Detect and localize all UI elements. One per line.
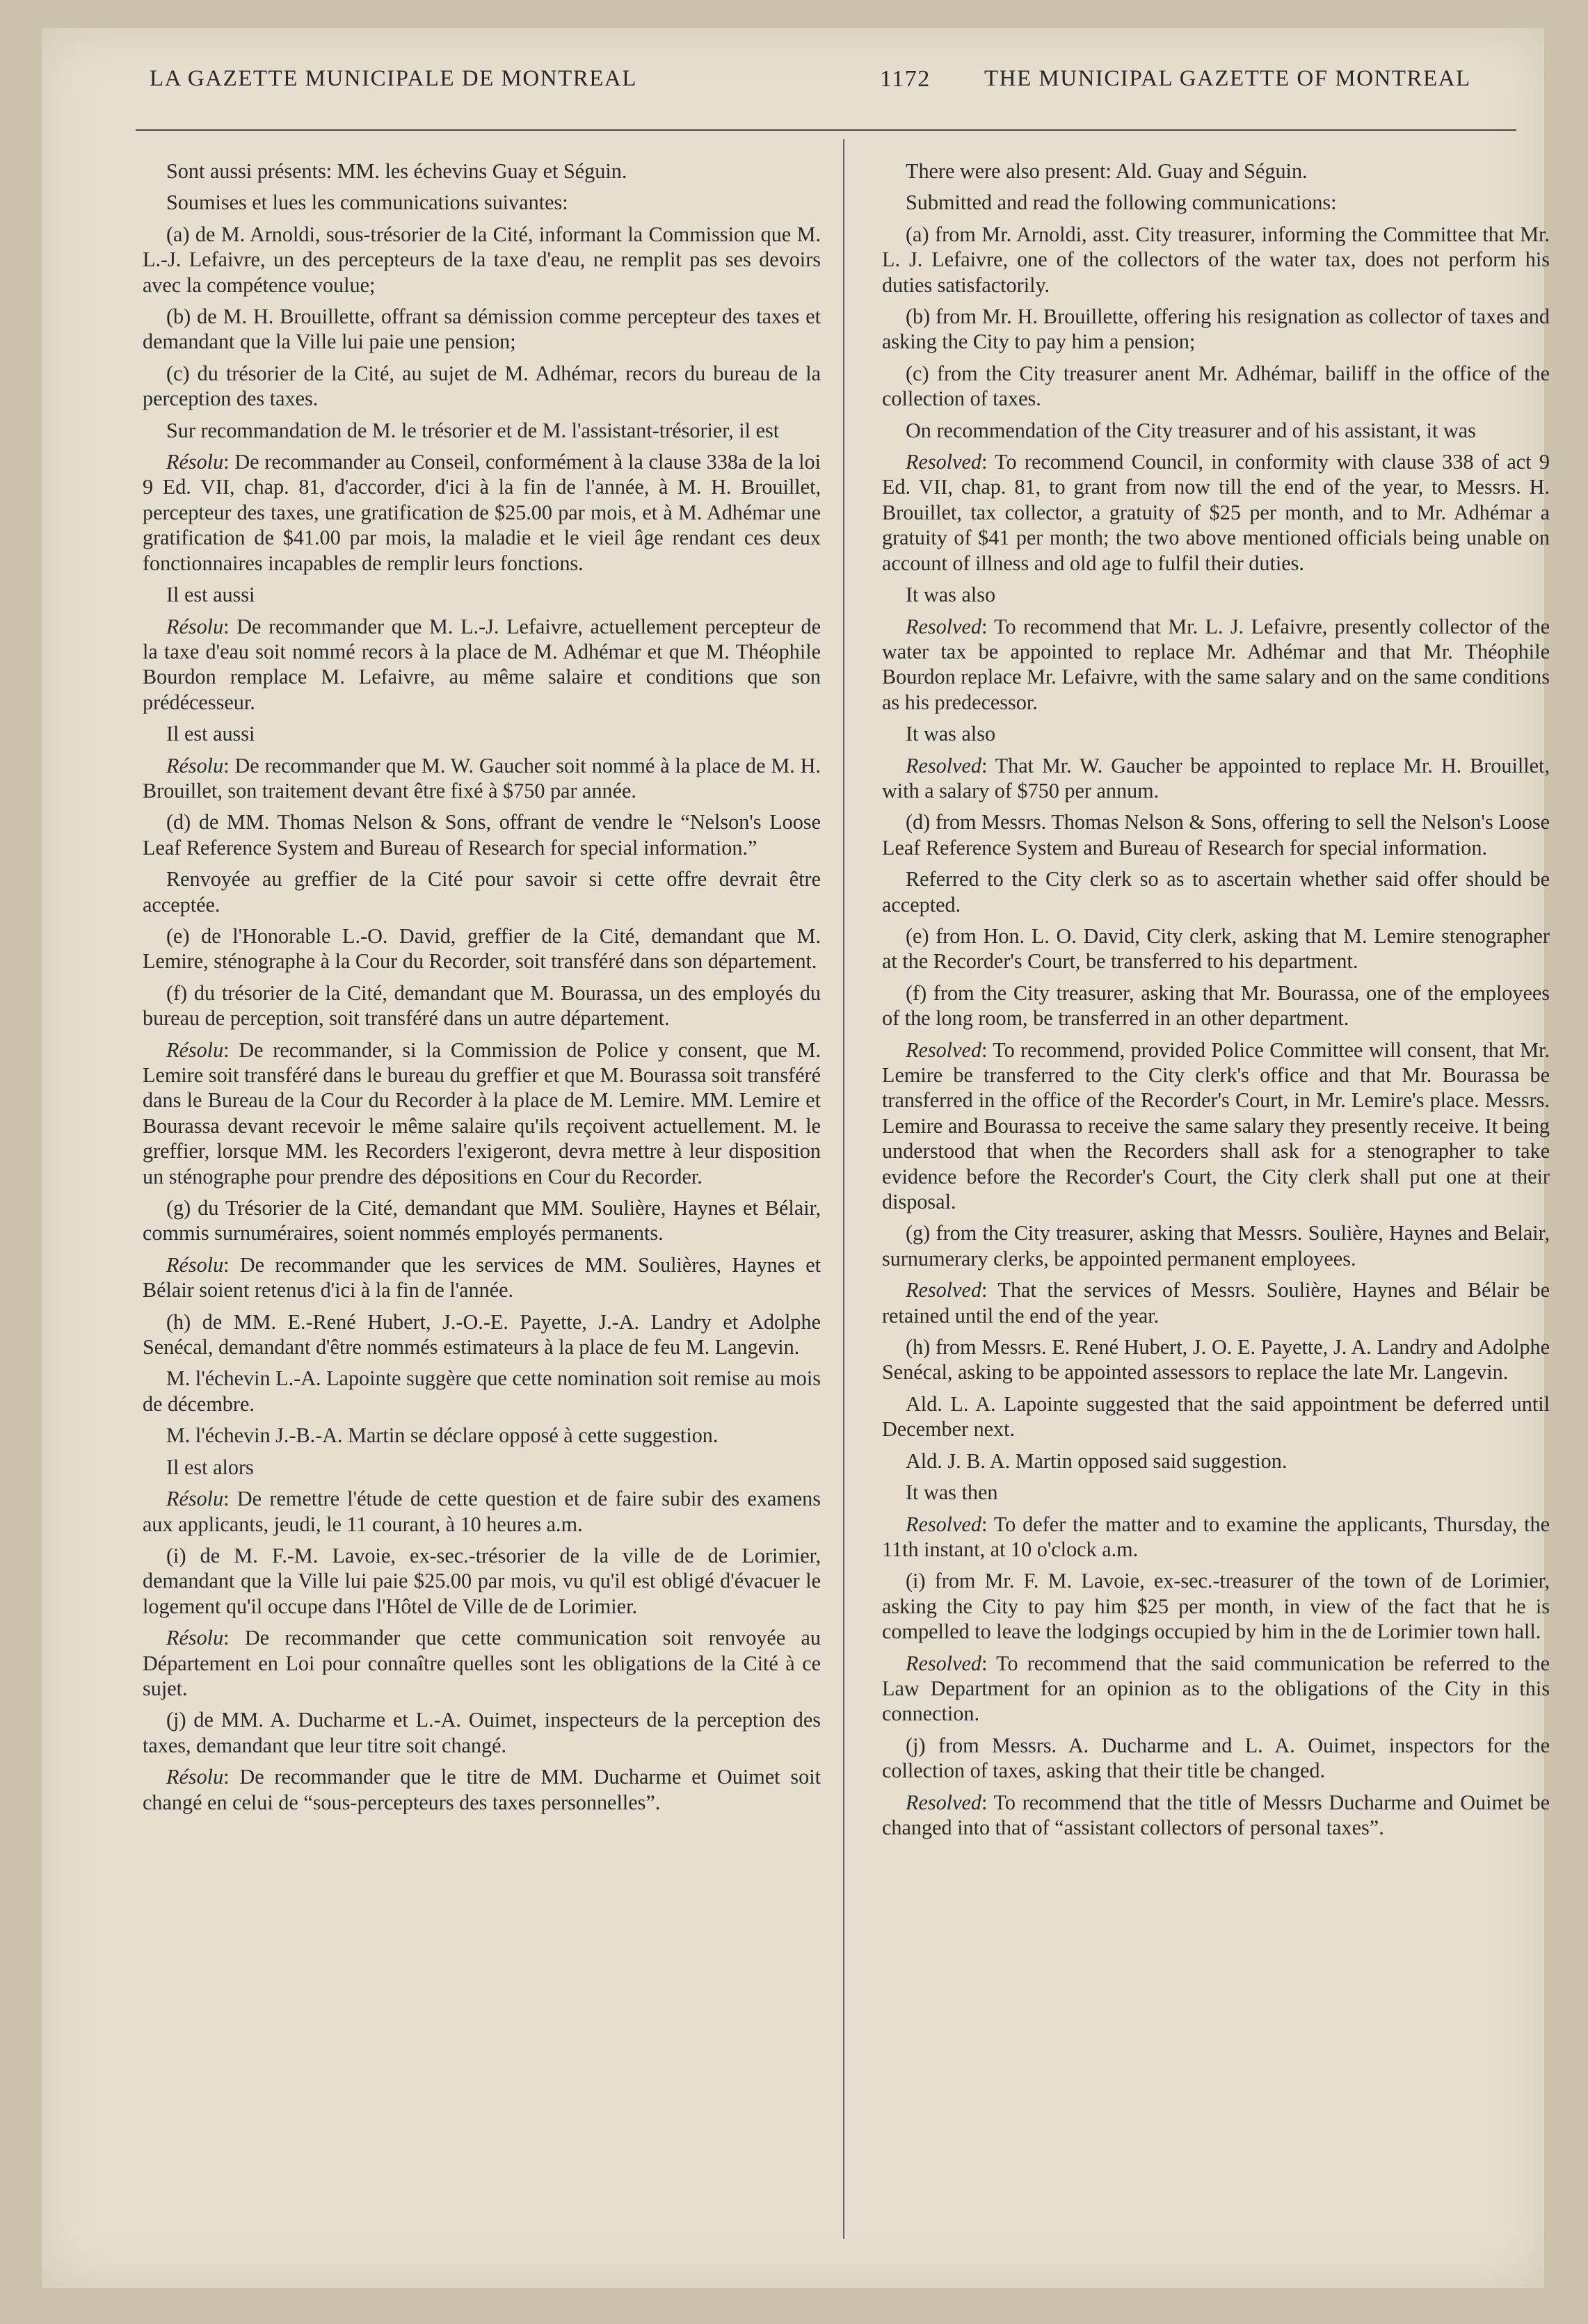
english-paragraph-text: (f) from the City treasurer, asking that Mr. Bourassa, one of the employees of the long room, be transferred in an other department. [882, 981, 1550, 1031]
french-paragraph-text: (a) de M. Arnoldi, sous-trésorier de la Cité, informant la Commission que M. L.-J. Lefaivre, un des percepteurs de la taxe d'eau, ne remplit pas ses devoirs avec la compétence voulue; [143, 222, 821, 297]
english-paragraph-text: (h) from Messrs. E. René Hubert, J. O. E. Payette, J. A. Landry and Adolphe Senécal, asking to be appointed assessors to replace the late Mr. Langevin. [882, 1335, 1550, 1385]
english-paragraph-text: It was then [906, 1480, 998, 1505]
french-paragraph [143, 1309, 821, 1360]
french-paragraph-text: (j) de MM. A. Ducharme et L.-A. Ouimet, inspecteurs de la perception des taxes, demandant que leur titre soit changé. [143, 1708, 821, 1757]
english-paragraph [882, 1220, 1550, 1271]
english-paragraph-text: (b) from Mr. H. Brouillette, offering his resignation as collector of taxes and asking the City to pay him a pension; [882, 305, 1550, 354]
french-paragraph [143, 753, 821, 804]
english-paragraph [882, 159, 1550, 184]
french-paragraph [143, 418, 821, 443]
english-paragraph [882, 1480, 1550, 1505]
english-paragraph-text: : To recommend that the said communication be referred to the Law Department for an opinion as to the obligations of the City in this connection. [882, 1651, 1550, 1726]
english-paragraph [882, 614, 1550, 716]
english-paragraph [882, 190, 1550, 215]
french-paragraph-text: (e) de l'Honorable L.-O. David, greffier de la Cité, demandant que M. Lemire, sténographe à la Cour du Recorder, soit transféré dans son département. [143, 923, 821, 974]
english-paragraph-text: : To recommend that Mr. L. J. Lefaivre, presently collector of the water tax be appointed to replace Mr. Adhémar and that Mr. Théophile Bourdon replace Mr. Lefaivre, with the same salary and on the same conditions as his predecessor. [882, 614, 1550, 714]
french-paragraph-text: (f) du trésorier de la Cité, demandant que M. Bourassa, un des employés du bureau de perception, soit transféré dans un autre département. [143, 981, 821, 1031]
english-paragraph [882, 981, 1550, 1031]
column-divider [843, 139, 844, 2239]
english-paragraph-text: Ald. J. B. A. Martin opposed said suggestion. [906, 1449, 1288, 1473]
french-paragraph-text: : De recommander que les services de MM. Soulières, Haynes et Bélair soient retenus d'ici à la fin de l'année. [143, 1252, 821, 1302]
french-paragraph-text: M. l'échevin J.-B.-A. Martin se déclare opposé à cette suggestion. [166, 1423, 719, 1448]
header-rule [136, 129, 1516, 131]
english-paragraph [882, 866, 1550, 917]
english-resolution-label: Resolved [906, 1790, 981, 1814]
french-resolution-label: Résolu [166, 1038, 224, 1062]
french-paragraph-text: (c) du trésorier de la Cité, au sujet de M. Adhémar, recors du bureau de la perception des taxes. [143, 361, 821, 411]
french-paragraph [143, 809, 821, 860]
english-resolution-label: Resolved [906, 753, 981, 777]
french-paragraph-text: : De remettre l'étude de cette question et de faire subir des examens aux applicants, jeudi, le 11 courant, à 10 heures a.m. [143, 1487, 821, 1536]
french-paragraph [143, 1707, 821, 1758]
french-column [143, 159, 821, 2259]
header-title-french: LA GAZETTE MUNICIPALE DE MONTREAL [150, 66, 637, 91]
french-paragraph-text: Il est alors [166, 1455, 254, 1479]
french-paragraph-text: Sont aussi présents: MM. les échevins Guay et Séguin. [166, 159, 627, 183]
french-paragraph-text: Renvoyée au greffier de la Cité pour savoir si cette offre devrait être acceptée. [143, 867, 821, 917]
french-paragraph [143, 1455, 821, 1480]
english-column [882, 159, 1550, 2259]
english-paragraph [882, 1651, 1550, 1727]
french-paragraph-text: Il est aussi [166, 722, 255, 746]
french-paragraph [143, 304, 821, 355]
english-paragraph [882, 1512, 1550, 1563]
french-resolution-label: Résolu [166, 1626, 224, 1650]
english-paragraph-text: There were also present: Ald. Guay and Séguin. [906, 159, 1308, 183]
french-paragraph [143, 866, 821, 917]
french-paragraph-text: : De recommander, si la Commission de Police y consent, que M. Lemire soit transféré dans le bureau du greffier et que M. Bourassa soit transféré dans le Bureau de la Cour du Recorder à la place de M. Lemire. MM. Lemire et Bourassa devant recevoir le même salaire qu'ils reçoivent actuellement. M. le greffier, lorsque MM. les Recorders l'exigeront, devra mettre à leur disposition un sténographe pour prendre des dépositions en Cour du Recorder. [143, 1038, 821, 1188]
english-paragraph-text: : To recommend Council, in conformity with clause 338 of act 9 Ed. VII, chap. 81, to grant from now till the end of the year, to Messrs. H. Brouillet, tax collector, a gratuity of $25 per month, and to Mr. Adhémar a gratuity of $41 per month; the two above mentioned officials being unable on account of illness and old age to fulfil their duties. [882, 450, 1550, 575]
french-paragraph-text: (i) de M. F.-M. Lavoie, ex-sec.-trésorier de la ville de de Lorimier, demandant que la Ville lui paie $25.00 par mois, vu qu'il est obligé d'évacuer le logement qu'il occupe dans l'Hôtel de Ville de de Lorimier. [143, 1543, 821, 1618]
english-paragraph [882, 1391, 1550, 1442]
english-resolution-label: Resolved [906, 450, 981, 474]
english-paragraph-text: (i) from Mr. F. M. Lavoie, ex-sec.-treasurer of the town of de Lorimier, asking the City to pay him $25 per month, in view of the fact that he is compelled to leave the lodgings occupied by him in the de Lorimier town hall. [882, 1569, 1550, 1644]
french-paragraph [143, 1486, 821, 1537]
french-paragraph [143, 582, 821, 607]
french-paragraph [143, 1252, 821, 1303]
french-paragraph [143, 1366, 821, 1417]
english-paragraph-text: Ald. L. A. Lapointe suggested that the said appointment be deferred until December next. [882, 1391, 1550, 1442]
french-paragraph [143, 981, 821, 1031]
french-paragraph-text: (h) de MM. E.-René Hubert, J.-O.-E. Payette, J.-A. Landry et Adolphe Senécal, demandant d'être nommés estimateurs à la place de feu M. Langevin. [143, 1309, 821, 1359]
french-resolution-label: Résolu [166, 1252, 224, 1277]
english-paragraph [882, 1790, 1550, 1841]
french-resolution-label: Résolu [166, 1487, 224, 1511]
english-paragraph-text: (e) from Hon. L. O. David, City clerk, asking that M. Lemire stenographer at the Recorder's Court, be transferred to his department. [882, 923, 1550, 974]
english-paragraph [882, 753, 1550, 804]
english-paragraph-text: Submitted and read the following communications: [906, 191, 1337, 215]
french-paragraph-text: : De recommander que M. W. Gaucher soit nommé à la place de M. H. Brouillet, son traitement devant être fixé à $750 par année. [143, 753, 821, 802]
english-paragraph [882, 1277, 1550, 1328]
french-paragraph-text: : De recommander au Conseil, conformément à la clause 338a de la loi 9 Ed. VII, chap. 81, d'accorder, d'ici à la fin de l'année, à M. H. Brouillet, percepteur des taxes, une gratification de $25.00 par mois, et à M. Adhémar une gratification de $41.00 par mois, la maladie et le vieil âge rendant ces deux fonctionnaires incapables de remplir leurs fonctions. [143, 450, 821, 575]
english-paragraph-text: : To defer the matter and to examine the applicants, Thursday, the 11th instant, at 10 o'clock a.m. [882, 1512, 1550, 1561]
header-title-english: THE MUNICIPAL GAZETTE OF MONTREAL [984, 66, 1471, 91]
english-paragraph-text: (d) from Messrs. Thomas Nelson & Sons, offering to sell the Nelson's Loose Leaf Reference System and Bureau of Research for special information. [882, 810, 1550, 860]
english-paragraph-text: On recommendation of the City treasurer and of his assistant, it was [906, 418, 1476, 442]
french-paragraph-text: : De recommander que M. L.-J. Lefaivre, actuellement percepteur de la taxe d'eau soit nommé recors à la place de M. Adhémar et que M. Théophile Bourdon remplace M. Lefaivre, au même salaire et conditions que son prédécesseur. [143, 614, 821, 714]
french-paragraph-text: (g) du Trésorier de la Cité, demandant que MM. Soulière, Haynes et Bélair, commis surnuméraires, soient nommés employés permanents. [143, 1196, 821, 1245]
english-paragraph [882, 1334, 1550, 1385]
page-header [111, 66, 1516, 122]
english-paragraph [882, 721, 1550, 746]
english-resolution-label: Resolved [906, 1512, 981, 1536]
french-resolution-label: Résolu [166, 1765, 224, 1789]
french-paragraph [143, 923, 821, 974]
french-paragraph [143, 1625, 821, 1701]
french-paragraph-text: : De recommander que cette communication soit renvoyée au Département en Loi pour connaître quelles sont les obligations de la Cité à ce sujet. [143, 1626, 821, 1700]
english-paragraph [882, 1568, 1550, 1644]
french-resolution-label: Résolu [166, 753, 224, 777]
english-paragraph [882, 418, 1550, 443]
page-number: 1172 [880, 66, 931, 92]
english-resolution-label: Resolved [906, 614, 981, 638]
french-paragraph-text: Sur recommandation de M. le trésorier et de M. l'assistant-trésorier, il est [166, 418, 780, 442]
french-paragraph [143, 222, 821, 298]
english-paragraph [882, 923, 1550, 974]
french-resolution-label: Résolu [166, 450, 224, 474]
french-paragraph [143, 1195, 821, 1246]
french-paragraph [143, 1038, 821, 1189]
french-paragraph-text: Il est aussi [166, 583, 255, 607]
english-paragraph-text: It was also [906, 722, 996, 746]
english-paragraph [882, 361, 1550, 412]
english-paragraph-text: (g) from the City treasurer, asking that Messrs. Soulière, Haynes and Belair, surnumerary clerks, be appointed permanent employees. [882, 1221, 1550, 1270]
english-paragraph [882, 1733, 1550, 1784]
english-paragraph-text: (c) from the City treasurer anent Mr. Adhémar, bailiff in the office of the collection of taxes. [882, 361, 1550, 411]
english-resolution-label: Resolved [906, 1651, 981, 1675]
english-paragraph [882, 449, 1550, 576]
english-paragraph [882, 1449, 1550, 1474]
english-paragraph-text: (j) from Messrs. A. Ducharme and L. A. Ouimet, inspectors for the collection of taxes, asking that their title be changed. [882, 1733, 1550, 1783]
english-resolution-label: Resolved [906, 1278, 981, 1302]
english-paragraph-text: : That Mr. W. Gaucher be appointed to replace Mr. H. Brouillet, with a salary of $750 per annum. [882, 753, 1550, 802]
english-paragraph [882, 1038, 1550, 1215]
french-paragraph [143, 1543, 821, 1619]
french-resolution-label: Résolu [166, 614, 224, 638]
french-paragraph [143, 190, 821, 215]
french-paragraph [143, 1423, 821, 1448]
french-paragraph-text: Soumises et lues les communications suivantes: [166, 191, 568, 215]
french-paragraph-text: : De recommander que le titre de MM. Ducharme et Ouimet soit changé en celui de “sous-percepteurs des taxes personnelles”. [143, 1765, 821, 1814]
french-paragraph [143, 159, 821, 184]
english-paragraph [882, 582, 1550, 607]
english-paragraph [882, 304, 1550, 355]
english-paragraph [882, 222, 1550, 298]
english-paragraph-text: Referred to the City clerk so as to ascertain whether said offer should be accepted. [882, 867, 1550, 917]
english-paragraph-text: : To recommend that the title of Messrs Ducharme and Ouimet be changed into that of “assistant collectors of personal taxes”. [882, 1790, 1550, 1839]
english-paragraph-text: (a) from Mr. Arnoldi, asst. City treasurer, informing the Committee that Mr. L. J. Lefaivre, one of the collectors of the water tax, does not perform his duties satisfactorily. [882, 222, 1550, 297]
french-paragraph [143, 449, 821, 576]
english-paragraph-text: : That the services of Messrs. Soulière, Haynes and Bélair be retained until the end of the year. [882, 1278, 1550, 1328]
french-paragraph-text: M. l'échevin L.-A. Lapointe suggère que cette nomination soit remise au mois de décembre. [143, 1366, 821, 1416]
english-paragraph-text: : To recommend, provided Police Committee will consent, that Mr. Lemire be transferred to the City clerk's office and that Mr. Bourassa be transferred in the office of the Recorder's Court, in Mr. Lemire's place. Messrs. Lemire and Bourassa to receive the same salary they presently receive. It being understood that when the Recorders shall ask for a stenographer to take evidence before the Recorder's Court, the City clerk shall put one at their disposal. [882, 1038, 1550, 1214]
french-paragraph-text: (b) de M. H. Brouillette, offrant sa démission comme percepteur des taxes et demandant que la Ville lui paie une pension; [143, 305, 821, 354]
french-paragraph-text: (d) de MM. Thomas Nelson & Sons, offrant de vendre le “Nelson's Loose Leaf Reference System and Bureau of Research for special information.” [143, 810, 821, 860]
english-paragraph-text: It was also [906, 583, 996, 607]
french-paragraph [143, 1764, 821, 1815]
french-paragraph [143, 721, 821, 746]
french-paragraph [143, 361, 821, 412]
english-resolution-label: Resolved [906, 1038, 981, 1062]
french-paragraph [143, 614, 821, 716]
english-paragraph [882, 809, 1550, 860]
